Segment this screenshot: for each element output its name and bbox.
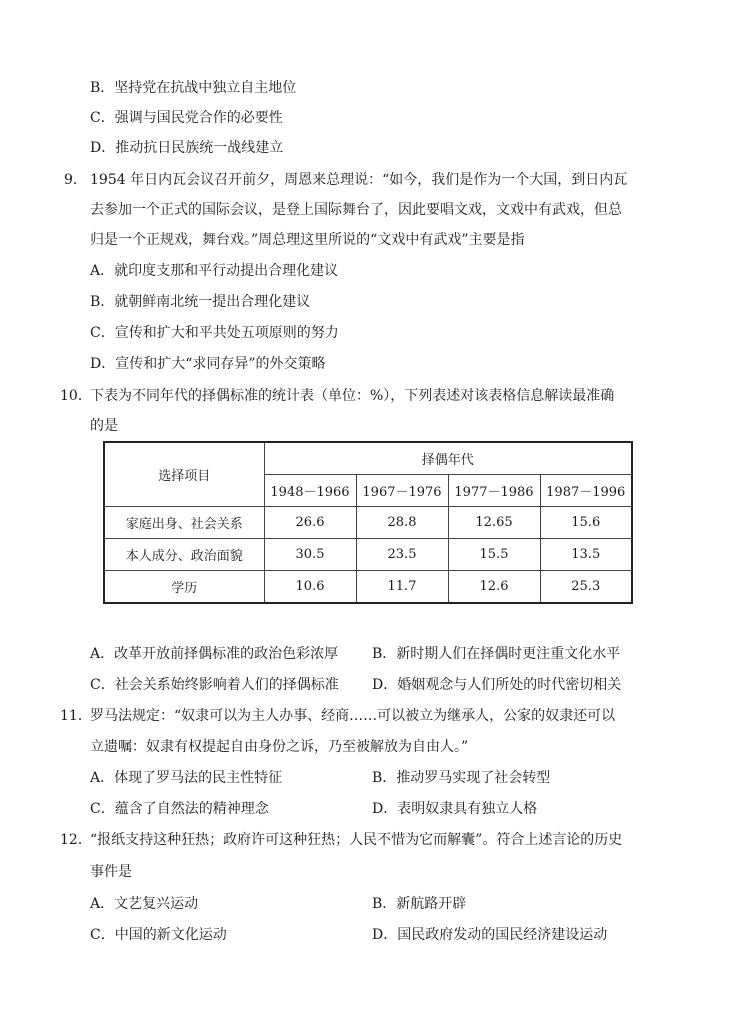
table-cell: 23.5 — [356, 539, 448, 571]
table-cell: 11.7 — [356, 571, 448, 604]
q10-stem-line2: 的是 — [90, 418, 118, 434]
row-label: 学历 — [104, 571, 264, 604]
table-cell: 30.5 — [264, 539, 356, 571]
q9-option-d[interactable]: D．宣传和扩大“求同存异”的外交策略 — [90, 356, 326, 372]
table-cell: 10.6 — [264, 571, 356, 604]
q9-option-a[interactable]: A．就印度支那和平行动提出合理化建议 — [90, 263, 339, 279]
q9-stem-line3: 归是一个正规戏，舞台戏。”周总理这里所说的“文戏中有武戏”主要是指 — [90, 232, 525, 248]
table-year-header: 1967－1976 — [356, 475, 448, 507]
q12-stem-line2: 事件是 — [90, 864, 132, 880]
table-cell: 12.6 — [448, 571, 540, 604]
q11-option-d[interactable]: D．表明奴隶具有独立人格 — [372, 801, 538, 817]
q9-stem-line1: 1954 年日内瓦会议召开前夕，周恩来总理说：“如今，我们是作为一个大国，到日内瓦 — [90, 172, 628, 188]
q10-stem-line1: 下表为不同年代的择偶标准的统计表（单位：%），下列表述对该表格信息解读最准确 — [90, 388, 615, 404]
table-cell: 12.65 — [448, 507, 540, 539]
row-label: 家庭出身、社会关系 — [104, 507, 264, 539]
q9-stem-line2: 去参加一个正式的国际会议，是登上国际舞台了，因此要唱文戏，文戏中有武戏，但总 — [90, 202, 622, 218]
q12-option-d[interactable]: D．国民政府发动的国民经济建设运动 — [372, 927, 608, 943]
q11-stem-line2: 立遗嘱：奴隶有权提起自由身份之诉，乃至被解放为自由人。” — [90, 739, 469, 755]
q12-option-b[interactable]: B．新航路开辟 — [372, 896, 467, 912]
q11-option-a[interactable]: A．体现了罗马法的民主性特征 — [90, 770, 283, 786]
table-row — [104, 507, 632, 539]
table-cell: 13.5 — [540, 539, 632, 571]
q8-option-d[interactable]: D．推动抗日民族统一战线建立 — [90, 140, 284, 156]
table-item-header: 选择项目 — [104, 442, 264, 507]
table-year-header: 1987－1996 — [540, 475, 632, 507]
q12-stem-line1: “报纸支持这种狂热；政府许可这种狂热；人民不惜为它而解囊”。符合上述言论的历史 — [90, 832, 623, 848]
q12-option-a[interactable]: A．文艺复兴运动 — [90, 896, 199, 912]
q10-option-d[interactable]: D．婚姻观念与人们所处的时代密切相关 — [372, 677, 622, 693]
q10-number: 10． — [60, 388, 92, 404]
table-cell: 25.3 — [540, 571, 632, 604]
row-label: 本人成分、政治面貌 — [104, 539, 264, 571]
q9-option-c[interactable]: C．宣传和扩大和平共处五项原则的努力 — [90, 325, 339, 341]
table-cell: 26.6 — [264, 507, 356, 539]
q9-number: 9． — [64, 172, 87, 188]
q11-stem-line1: 罗马法规定：“奴隶可以为主人办事、经商……可以被立为继承人，公家的奴隶还可以 — [90, 708, 616, 724]
table-cell: 28.8 — [356, 507, 448, 539]
q11-option-b[interactable]: B．推动罗马实现了社会转型 — [372, 770, 551, 786]
table-year-header: 1977－1986 — [448, 475, 540, 507]
q8-option-c[interactable]: C．强调与国民党合作的必要性 — [90, 110, 283, 126]
q8-option-b[interactable]: B．坚持党在抗战中独立自主地位 — [90, 80, 297, 96]
mate-selection-table — [103, 441, 633, 604]
q10-option-a[interactable]: A．改革开放前择偶标准的政治色彩浓厚 — [90, 646, 339, 662]
q10-option-b[interactable]: B．新时期人们在择偶时更注重文化水平 — [372, 646, 621, 662]
q11-option-c[interactable]: C．蕴含了自然法的精神理念 — [90, 801, 269, 817]
q12-option-c[interactable]: C．中国的新文化运动 — [90, 927, 227, 943]
table-cell: 15.6 — [540, 507, 632, 539]
q12-number: 12． — [60, 832, 92, 848]
table-year-header: 1948－1966 — [264, 475, 356, 507]
table-group-header: 择偶年代 — [264, 442, 632, 475]
q9-option-b[interactable]: B．就朝鲜南北统一提出合理化建议 — [90, 294, 311, 310]
q11-number: 11． — [60, 708, 92, 724]
table-row — [104, 571, 632, 604]
table-cell: 15.5 — [448, 539, 540, 571]
q10-option-c[interactable]: C．社会关系始终影响着人们的择偶标准 — [90, 677, 339, 693]
table-row — [104, 539, 632, 571]
